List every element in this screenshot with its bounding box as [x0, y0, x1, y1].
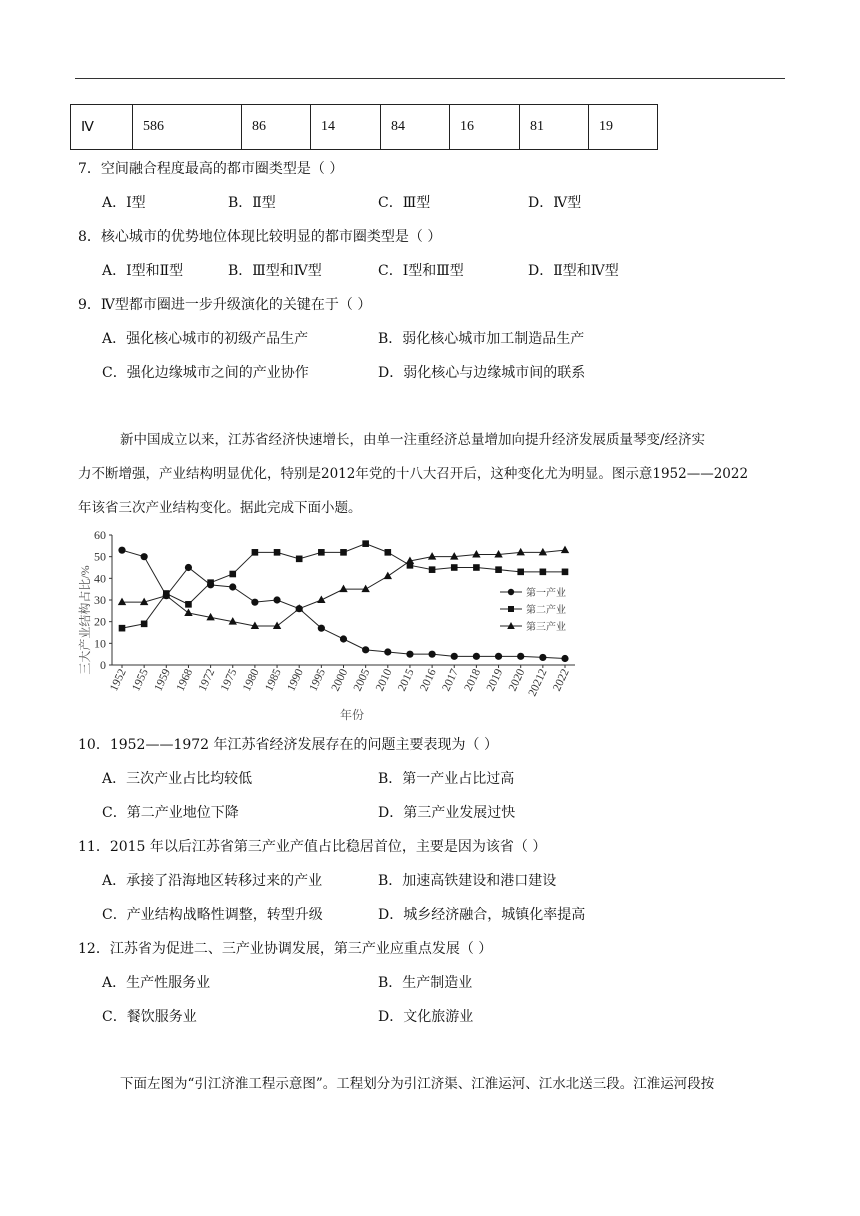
data-point: [118, 598, 126, 606]
y-tick-label: 0: [100, 658, 106, 672]
question-12-option-c: C．餐饮服务业: [102, 1009, 197, 1025]
x-tick-label: 2000: [329, 667, 351, 694]
data-point: [118, 547, 125, 554]
question-10-option-c: C．第二产业地位下降: [102, 805, 239, 821]
data-point: [274, 549, 281, 556]
data-point: [340, 549, 347, 556]
industry-structure-chart: [75, 525, 595, 725]
data-point: [273, 596, 280, 603]
table-cell: 86: [242, 105, 311, 150]
question-10-stem: 10．1952——1972 年江苏省经济发展存在的问题主要表现为（ ）: [78, 737, 498, 753]
question-9-option-d: D．弱化核心与边缘城市间的联系: [378, 365, 586, 381]
x-tick-label: 20212: [526, 667, 550, 699]
data-point: [229, 583, 236, 590]
x-tick-label: 2020: [506, 667, 528, 694]
data-point: [141, 553, 148, 560]
x-tick-label: 2016: [418, 667, 439, 694]
data-point: [451, 653, 458, 660]
question-8-option-b: B．Ⅲ型和Ⅳ型: [228, 263, 322, 279]
x-tick-label: 1972: [196, 667, 218, 694]
question-9-stem: 9．Ⅳ型都市圈进一步升级演化的关键在于（ ）: [78, 297, 372, 313]
question-9-option-c: C．强化边缘城市之间的产业协作: [102, 365, 309, 381]
data-point: [561, 546, 569, 554]
y-tick-label: 10: [94, 636, 106, 651]
x-tick-label: 1985: [263, 667, 284, 694]
question-11-option-b: B．加速高铁建设和港口建设: [378, 873, 557, 889]
table-cell: 16: [450, 105, 520, 150]
y-tick-label: 40: [94, 571, 106, 586]
question-7-stem: 7．空间融合程度最高的都市圈类型是（ ）: [78, 161, 344, 177]
question-8-stem: 8．核心城市的优势地位体现比较明显的都市圈类型是（ ）: [78, 229, 442, 245]
data-point: [229, 571, 236, 578]
data-point: [451, 564, 458, 571]
data-point: [539, 654, 546, 661]
data-point: [296, 556, 303, 563]
legend-marker: [508, 589, 514, 595]
table-cell: 14: [311, 105, 381, 150]
data-point: [406, 651, 413, 658]
question-11-option-a: A．承接了沿海地区转移过来的产业: [102, 873, 323, 889]
legend-label: 第三产业: [526, 622, 566, 633]
data-point: [517, 548, 525, 556]
legend-label: 第一产业: [526, 588, 566, 599]
x-tick-label: 1955: [130, 667, 151, 694]
legend-label: 第二产业: [526, 605, 566, 616]
data-point: [141, 621, 148, 628]
x-tick-label: 1980: [241, 667, 262, 694]
legend-marker: [508, 606, 514, 612]
passage-1-line-2: 力不断增强，产业结构明显优化，特别是2012年党的十八大召开后，这种变化尤为明显。图示意1952——2022: [78, 466, 749, 482]
x-tick-label: 2005: [351, 667, 373, 694]
data-point: [429, 566, 436, 573]
question-9-option-b: B．弱化核心城市加工制造品生产: [378, 331, 585, 347]
x-tick-label: 2022: [551, 667, 572, 694]
table-cell: 19: [589, 105, 658, 150]
question-10-option-a: A．三次产业占比均较低: [102, 771, 253, 787]
question-10-option-d: D．第三产业发展过快: [378, 805, 516, 821]
data-point: [361, 585, 369, 593]
data-point: [473, 564, 480, 571]
data-point: [339, 585, 347, 593]
question-7-option-d: D．Ⅳ型: [528, 195, 582, 211]
data-point: [385, 549, 392, 556]
y-axis-label: 三大产业结构占比/%: [78, 565, 92, 675]
data-point: [561, 655, 568, 662]
data-point: [495, 566, 502, 573]
question-7-option-c: C．Ⅲ型: [378, 195, 431, 211]
data-point: [362, 540, 369, 547]
data-point: [185, 564, 192, 571]
chart-axes: [94, 528, 575, 698]
table-cell: Ⅳ: [71, 105, 133, 150]
passage-1-line-1: 新中国成立以来，江苏省经济快速增长，由单一注重经济总量增加向提升经济发展质量琴变/经济实: [120, 432, 706, 448]
question-8-option-c: C．Ⅰ型和Ⅲ型: [378, 263, 464, 279]
x-tick-label: 2019: [484, 667, 506, 694]
data-point: [318, 549, 325, 556]
data-point: [384, 572, 392, 580]
passage-2-line-1: 下面左图为“引江济淮工程示意图”。工程划分为引江济渠、江淮运河、江水北送三段。江淮运河段按: [120, 1076, 715, 1092]
data-point: [517, 653, 524, 660]
data-point: [473, 653, 480, 660]
data-point: [517, 569, 524, 576]
data-point: [119, 625, 126, 632]
question-11-option-d: D．城乡经济融合，城镇化率提高: [378, 907, 586, 923]
x-tick-label: 1959: [152, 667, 174, 694]
question-10-option-b: B．第一产业占比过高: [378, 771, 515, 787]
data-point: [362, 646, 369, 653]
data-point: [495, 653, 502, 660]
question-12-stem: 12．江苏省为促进二、三产业协调发展，第三产业应重点发展（ ）: [78, 941, 493, 957]
data-point: [340, 635, 347, 642]
question-12-option-a: A．生产性服务业: [102, 975, 211, 991]
x-tick-label: 1975: [218, 667, 240, 694]
x-tick-label: 1990: [285, 667, 306, 694]
x-tick-label: 1952: [108, 667, 129, 694]
passage-1-line-3: 年该省三次产业结构变化。据此完成下面小题。: [78, 500, 362, 516]
chart-series: [118, 540, 569, 662]
question-7-option-b: B．Ⅱ型: [228, 195, 276, 211]
question-9-option-a: A．强化核心城市的初级产品生产: [102, 331, 309, 347]
y-tick-label: 50: [94, 549, 106, 564]
header-rule: [75, 78, 785, 79]
data-point: [429, 651, 436, 658]
data-point: [184, 609, 192, 617]
table-cell: 586: [133, 105, 242, 150]
data-point: [384, 648, 391, 655]
chart-legend: [500, 586, 566, 633]
x-tick-label: 1968: [174, 667, 196, 694]
x-tick-label: 2017: [440, 667, 461, 694]
data-point: [207, 579, 214, 586]
y-tick-label: 60: [94, 528, 106, 542]
question-12-option-d: D．文化旅游业: [378, 1009, 474, 1025]
y-tick-label: 30: [94, 593, 106, 607]
table-cell: 81: [520, 105, 589, 150]
data-point: [318, 625, 325, 632]
data-point: [185, 601, 192, 608]
data-point: [251, 599, 258, 606]
data-point: [252, 549, 259, 556]
x-axis-label: 年份: [339, 708, 365, 722]
table-row: [71, 105, 658, 150]
data-point: [540, 569, 547, 576]
data-table: [70, 104, 658, 150]
question-8-option-d: D．Ⅱ型和Ⅳ型: [528, 263, 619, 279]
data-point: [562, 569, 569, 576]
x-tick-label: 2018: [462, 667, 484, 694]
question-7-option-a: A．Ⅰ型: [102, 195, 146, 211]
question-11-option-c: C．产业结构战略性调整，转型升级: [102, 907, 323, 923]
y-tick-label: 20: [94, 614, 106, 629]
data-point: [317, 596, 325, 604]
x-tick-label: 2015: [396, 667, 417, 694]
x-tick-label: 2010: [373, 667, 395, 694]
question-11-stem: 11．2015 年以后江苏省第三产业产值占比稳居首位，主要是因为该省（ ）: [78, 839, 547, 855]
question-12-option-b: B．生产制造业: [378, 975, 473, 991]
data-point: [428, 552, 436, 560]
x-tick-label: 1995: [307, 667, 329, 694]
data-point: [472, 550, 480, 558]
data-point: [273, 622, 281, 630]
table-cell: 84: [381, 105, 450, 150]
question-8-option-a: A．Ⅰ型和Ⅱ型: [102, 263, 184, 279]
